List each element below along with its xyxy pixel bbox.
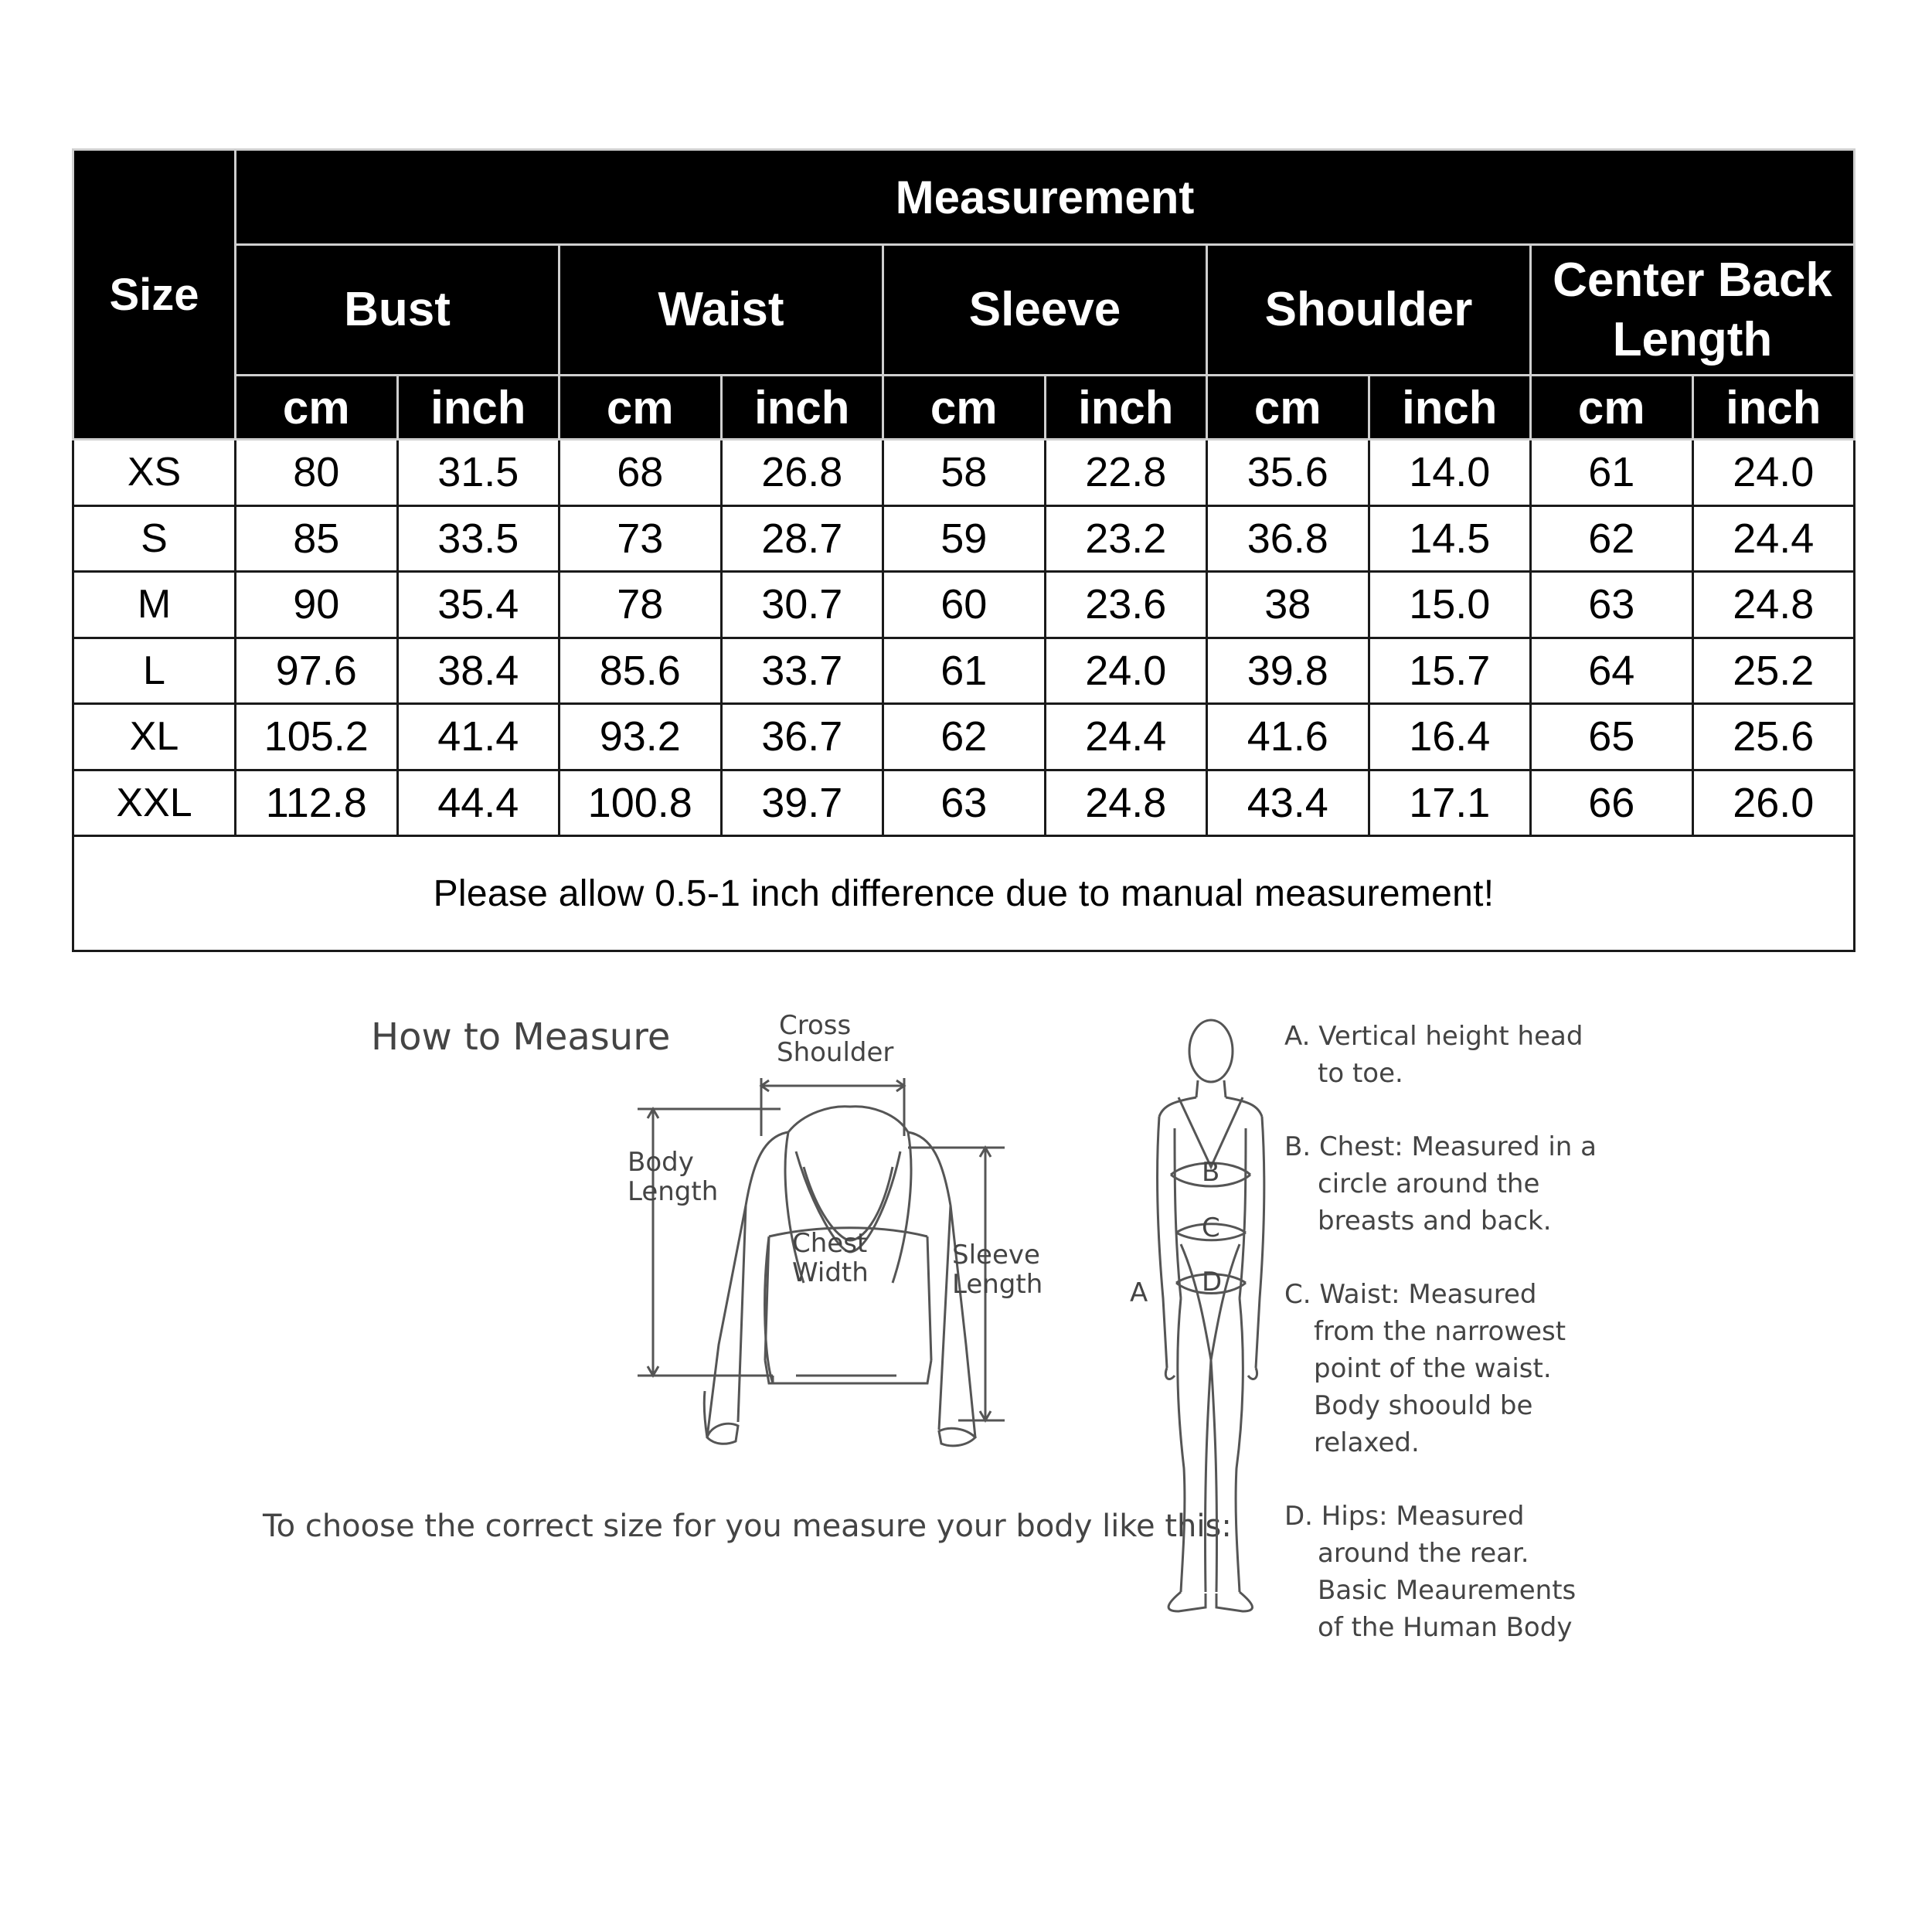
- table-cell: 63: [883, 770, 1046, 836]
- table-row: [73, 638, 1855, 704]
- table-cell: 112.8: [236, 770, 398, 836]
- size-chart-table: [72, 148, 1855, 952]
- table-cell: 24.4: [1692, 505, 1855, 572]
- legend-d-line: around the rear.: [1318, 1538, 1529, 1569]
- body-length-label: Body: [628, 1147, 694, 1178]
- table-cell: 15.7: [1369, 638, 1531, 704]
- unit-inch-header: inch: [397, 376, 560, 440]
- table-cell: 80: [236, 440, 398, 506]
- table-cell: 17.1: [1369, 770, 1531, 836]
- table-cell: 65: [1531, 704, 1693, 770]
- unit-cm-header: cm: [236, 376, 398, 440]
- legend-d-line: D. Hips: Measured: [1284, 1501, 1525, 1532]
- table-cell: 100.8: [560, 770, 722, 836]
- table-cell: 26.0: [1692, 770, 1855, 836]
- table-cell: 43.4: [1207, 770, 1369, 836]
- chest-width-label: Chest: [792, 1228, 868, 1259]
- table-cell: 25.6: [1692, 704, 1855, 770]
- table-cell: 93.2: [560, 704, 722, 770]
- unit-cm-header: cm: [1531, 376, 1693, 440]
- table-cell: 36.8: [1207, 505, 1369, 572]
- table-cell: 25.2: [1692, 638, 1855, 704]
- shoulder-header: Shoulder: [1207, 245, 1531, 376]
- legend-b-line: circle around the: [1318, 1168, 1540, 1199]
- unit-inch-header: inch: [1369, 376, 1531, 440]
- marker-c-label: C: [1202, 1213, 1220, 1243]
- table-cell: 58: [883, 440, 1046, 506]
- marker-a-label: A: [1130, 1277, 1148, 1308]
- sleeve-length-label: Sleeve: [952, 1240, 1040, 1270]
- table-cell: 85: [236, 505, 398, 572]
- cross-shoulder-label: Cross: [779, 1010, 852, 1041]
- table-cell: 16.4: [1369, 704, 1531, 770]
- table-cell: 36.7: [721, 704, 883, 770]
- measurement-note: Please allow 0.5-1 inch difference due to manual measurement!: [73, 836, 1855, 951]
- size-cell: XXL: [73, 770, 236, 836]
- waist-header: Waist: [560, 245, 883, 376]
- table-cell: 33.7: [721, 638, 883, 704]
- table-cell: 31.5: [397, 440, 560, 506]
- table-cell: 68: [560, 440, 722, 506]
- table-cell: 23.2: [1045, 505, 1207, 572]
- body-length-label: Length: [628, 1176, 719, 1207]
- table-cell: 38.4: [397, 638, 560, 704]
- table-cell: 28.7: [721, 505, 883, 572]
- legend-d-line: Basic Meaurements: [1318, 1575, 1577, 1606]
- legend-b-line: B. Chest: Measured in a: [1284, 1131, 1597, 1162]
- table-cell: 61: [1531, 440, 1693, 506]
- size-rows: [73, 440, 1855, 836]
- legend-c-line: point of the waist.: [1314, 1353, 1552, 1384]
- table-cell: 24.0: [1692, 440, 1855, 506]
- table-row: [73, 505, 1855, 572]
- sweater-outline-icon: [704, 1107, 975, 1446]
- table-cell: 85.6: [560, 638, 722, 704]
- table-cell: 64: [1531, 638, 1693, 704]
- sleeve-header: Sleeve: [883, 245, 1207, 376]
- size-cell: M: [73, 572, 236, 638]
- table-cell: 14.5: [1369, 505, 1531, 572]
- table-cell: 38: [1207, 572, 1369, 638]
- table-cell: 66: [1531, 770, 1693, 836]
- table-cell: 15.0: [1369, 572, 1531, 638]
- measurement-arrows-icon: [638, 1078, 1005, 1420]
- measurement-legend: [1284, 1021, 1597, 1643]
- table-row: [73, 572, 1855, 638]
- table-cell: 24.8: [1045, 770, 1207, 836]
- table-cell: 97.6: [236, 638, 398, 704]
- table-cell: 105.2: [236, 704, 398, 770]
- unit-cm-header: cm: [560, 376, 722, 440]
- table-cell: 44.4: [397, 770, 560, 836]
- table-cell: 62: [1531, 505, 1693, 572]
- how-to-measure-title: How to Measure: [371, 1015, 671, 1059]
- size-cell: S: [73, 505, 236, 572]
- table-cell: 22.8: [1045, 440, 1207, 506]
- table-cell: 39.8: [1207, 638, 1369, 704]
- table-cell: 24.8: [1692, 572, 1855, 638]
- bust-header: Bust: [236, 245, 560, 376]
- table-row: [73, 440, 1855, 506]
- table-cell: 78: [560, 572, 722, 638]
- unit-cm-header: cm: [883, 376, 1046, 440]
- unit-cm-header: cm: [1207, 376, 1369, 440]
- legend-a-line: to toe.: [1318, 1058, 1403, 1089]
- unit-inch-header: inch: [1692, 376, 1855, 440]
- table-cell: 61: [883, 638, 1046, 704]
- sleeve-length-label: Length: [952, 1269, 1043, 1300]
- unit-inch-header: inch: [1045, 376, 1207, 440]
- table-cell: 35.6: [1207, 440, 1369, 506]
- human-body-figure-icon: [1158, 1020, 1264, 1611]
- measurement-header: Measurement: [236, 150, 1855, 245]
- legend-c-line: C. Waist: Measured: [1284, 1279, 1537, 1310]
- legend-a-line: A. Vertical height head: [1284, 1021, 1583, 1052]
- legend-c-line: relaxed.: [1314, 1427, 1420, 1458]
- legend-d-line: of the Human Body: [1318, 1612, 1573, 1643]
- table-cell: 23.6: [1045, 572, 1207, 638]
- table-cell: 62: [883, 704, 1046, 770]
- table-cell: 26.8: [721, 440, 883, 506]
- shirt-labels: [628, 1010, 1043, 1300]
- size-instruction-text: To choose the correct size for you measure your body like this:: [263, 1509, 1232, 1544]
- chest-width-label: Width: [792, 1257, 869, 1288]
- table-cell: 14.0: [1369, 440, 1531, 506]
- table-cell: 60: [883, 572, 1046, 638]
- table-cell: 39.7: [721, 770, 883, 836]
- size-cell: L: [73, 638, 236, 704]
- cross-shoulder-label: Shoulder: [777, 1037, 894, 1068]
- body-markers: [1130, 1157, 1222, 1308]
- legend-c-line: from the narrowest: [1314, 1316, 1566, 1347]
- table-cell: 41.6: [1207, 704, 1369, 770]
- size-cell: XS: [73, 440, 236, 506]
- table-cell: 30.7: [721, 572, 883, 638]
- marker-d-label: D: [1202, 1267, 1223, 1298]
- center-back-length-header: Center Back Length: [1531, 245, 1855, 376]
- table-cell: 63: [1531, 572, 1693, 638]
- table-cell: 35.4: [397, 572, 560, 638]
- table-cell: 73: [560, 505, 722, 572]
- legend-b-line: breasts and back.: [1318, 1206, 1552, 1236]
- marker-b-label: B: [1202, 1157, 1220, 1188]
- table-cell: 33.5: [397, 505, 560, 572]
- size-column-header: Size: [73, 150, 236, 440]
- unit-inch-header: inch: [721, 376, 883, 440]
- table-row: [73, 770, 1855, 836]
- table-row: [73, 704, 1855, 770]
- size-cell: XL: [73, 704, 236, 770]
- table-cell: 41.4: [397, 704, 560, 770]
- table-cell: 90: [236, 572, 398, 638]
- table-cell: 24.0: [1045, 638, 1207, 704]
- table-cell: 24.4: [1045, 704, 1207, 770]
- legend-c-line: Body shoould be: [1314, 1390, 1533, 1421]
- table-cell: 59: [883, 505, 1046, 572]
